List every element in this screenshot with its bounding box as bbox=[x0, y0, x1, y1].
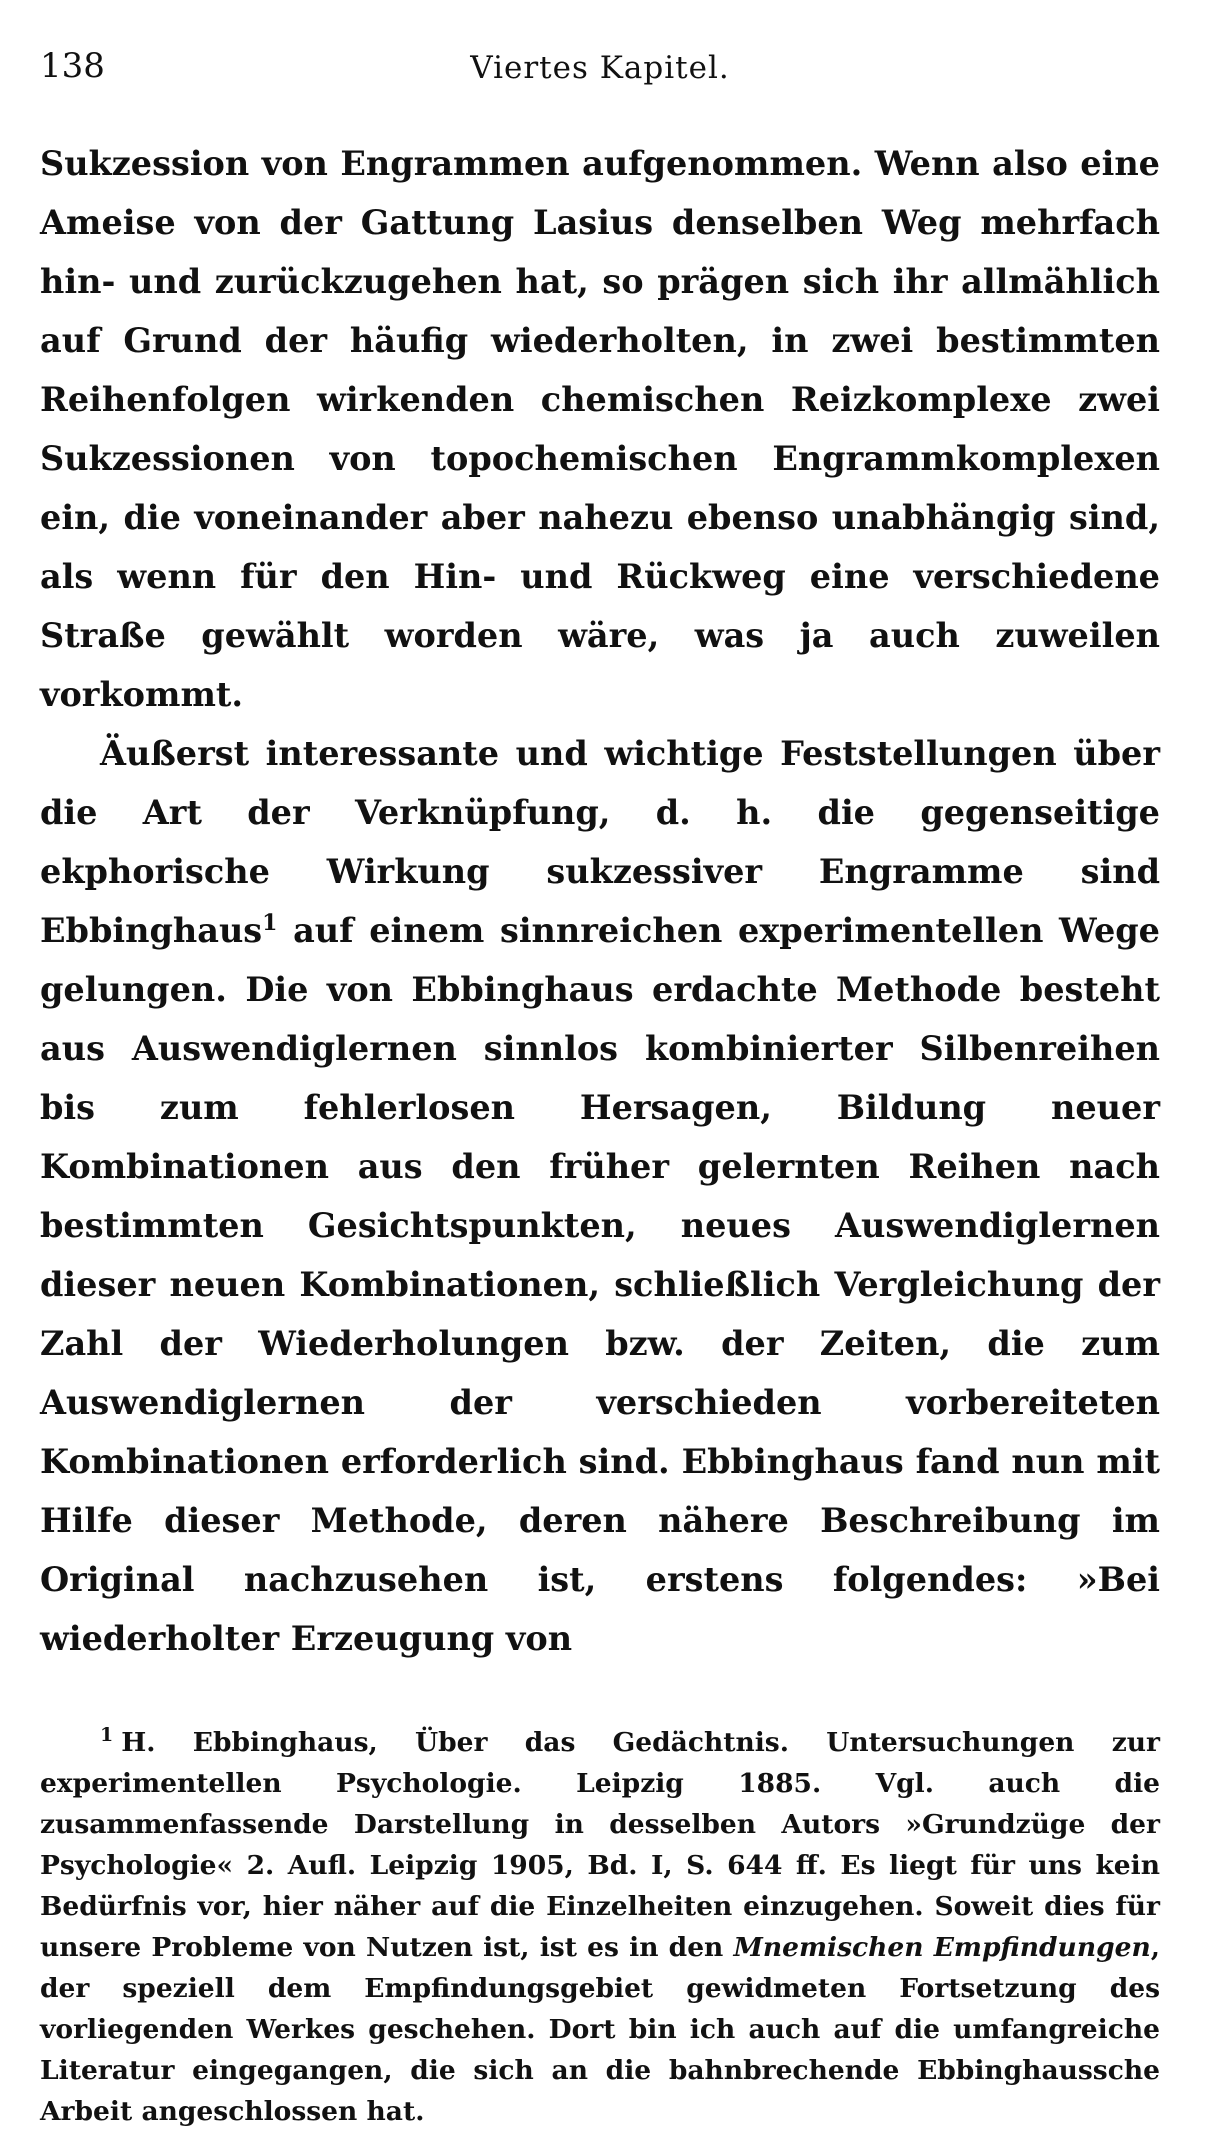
page-number: 138 bbox=[40, 46, 105, 86]
footnote-text-b: , der speziell dem Empfindungsgebiet gewidmeten Fortsetzung des vorliegenden Werkes geschehen. Dort bin ich auch auf die umfangreiche Literatur eingegangen, die sich an die bahnbrechende Ebbinghaussche Arbeit angeschlossen hat. bbox=[40, 1932, 1160, 2127]
book-page bbox=[40, 46, 1160, 2132]
paragraph-2-text-b: auf einem sinnreichen experimentellen Wege gelungen. Die von Ebbinghaus erdachte Methode besteht aus Auswendiglernen sinnlos kombinierter Silbenreihen bis zum fehlerlosen Hersagen, Bildung neuer Kombinationen aus den früher gelernten Reihen nach bestimmten Gesichtspunkten, neues Auswendiglernen dieser neuen Kombinationen, schließlich Vergleichung der Zahl der Wiederholungen bzw. der Zeiten, die zum Auswendiglernen der verschieden vorbereiteten Kombinationen erforderlich sind. Ebbinghaus fand nun mit Hilfe dieser Methode, deren nähere Beschreibung im Original nachzusehen ist, erstens folgendes: »Bei wiederholter Erzeugung von bbox=[40, 911, 1160, 1658]
footnotes bbox=[40, 1722, 1160, 2132]
main-text bbox=[40, 134, 1160, 1668]
footnote-1 bbox=[40, 1722, 1160, 2132]
paragraph-2-text-a: Äußerst interessante und wichtige Feststellungen über die Art der Verknüpfung, d. h. die gegenseitige ekphorische Wirkung sukzessiver Engramme sind Ebbinghaus bbox=[40, 734, 1160, 950]
footnote-italic-title: Mnemischen Empfindungen bbox=[733, 1932, 1151, 1963]
footnote-reference: 1 bbox=[262, 909, 278, 936]
footnote-text-a: H. Ebbinghaus, Über das Gedächtnis. Untersuchungen zur experimentellen Psychologie. Leipzig 1885. Vgl. auch die zusammenfassende Darstellung in desselben Autors »Grundzüge der Psychologie« 2. Aufl. Leipzig 1905, Bd. I, S. 644 ff. Es liegt für uns kein Bedürfnis vor, hier näher auf die Einzelheiten einzugehen. Soweit dies für unsere Probleme von Nutzen ist, ist es in den bbox=[40, 1727, 1160, 1963]
paragraph-1: Sukzession von Engrammen aufgenommen. Wenn also eine Ameise von der Gattung Lasius denselben Weg mehrfach hin- und zurückzugehen hat, so prägen sich ihr allmählich auf Grund der häufig wiederholten, in zwei bestimmten Reihenfolgen wirkenden chemischen Reizkomplexe zwei Sukzessionen von topochemischen Engrammkomplexen ein, die voneinander aber nahezu ebenso unabhängig sind, als wenn für den Hin- und Rückweg eine verschiedene Straße gewählt worden wäre, was ja auch zuweilen vorkommt. bbox=[40, 144, 1160, 714]
chapter-title: Viertes Kapitel. bbox=[470, 50, 730, 86]
paragraph-2 bbox=[40, 724, 1160, 1668]
running-head bbox=[40, 46, 1160, 102]
footnote-marker: 1 bbox=[100, 1724, 114, 1747]
